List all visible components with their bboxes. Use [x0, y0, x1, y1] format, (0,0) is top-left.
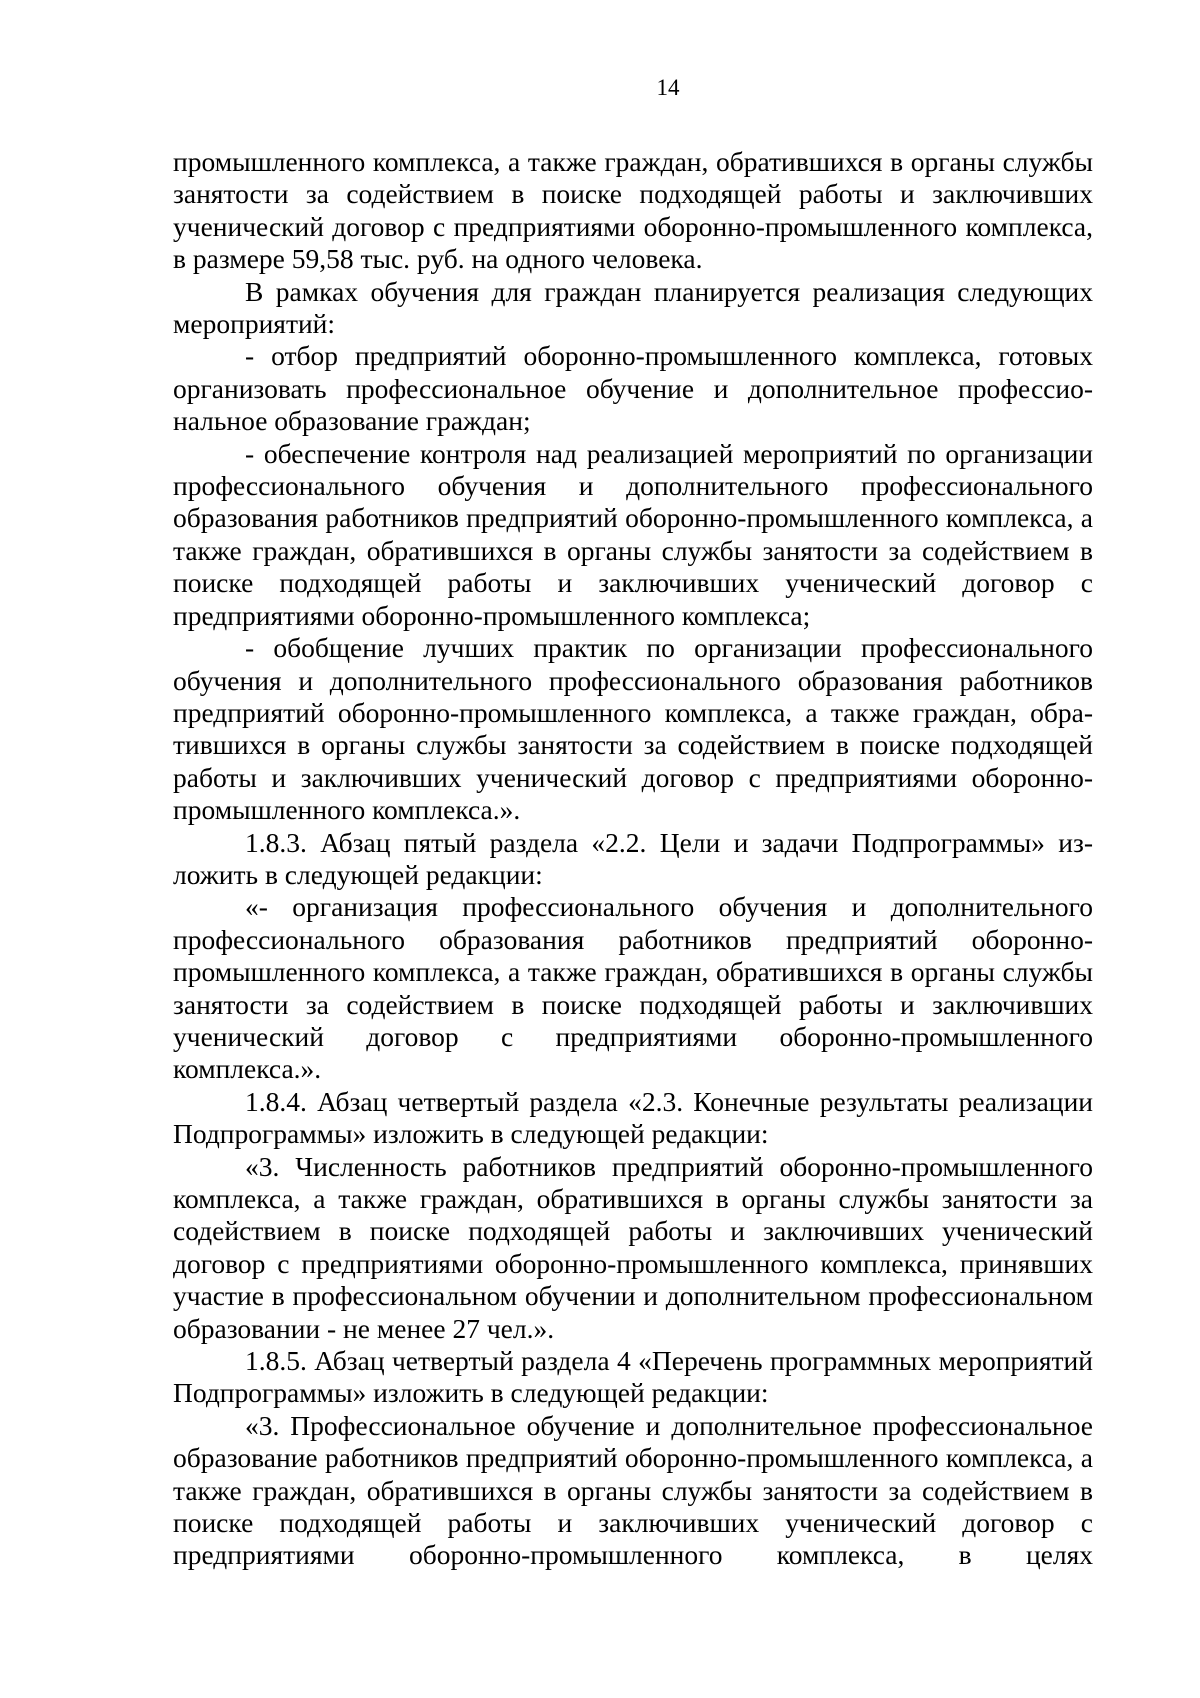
quoted-paragraph: «- организация профессионального обучения и дополнительного профессионального образования работников предприятий оборонно-промышленного комплекса, а также граждан, обратившихся в органы службы занятости за содействием в поиске подходящей работы и заключивших ученический договор с предприятиями оборонно-промышленного комплекса.». — [173, 891, 1093, 1085]
paragraph: В рамках обучения для граждан планируется реализация следующих мероприятий: — [173, 275, 1093, 340]
page-number: 14 — [656, 75, 680, 100]
document-body — [173, 146, 1093, 1572]
paragraph: 1.8.5. Абзац четвертый раздела 4 «Перечень программных мероприятий Подпрограммы» изложить в следующей редакции: — [173, 1345, 1093, 1409]
paragraph: 1.8.3. Абзац пятый раздела «2.2. Цели и задачи Подпрограммы» изложить в следующей редакции: — [173, 826, 1093, 890]
list-item: - обобщение лучших практик по организации профессионального обучения и дополнительного профессионального образования работников предприятий оборонно-промышленного комплекса, а также граждан, обратившихся в органы службы занятости за содействием в поиске подходящей работы и заключивших ученический договор с предприятиями оборонно-промышленного комплекса.». — [173, 632, 1093, 826]
quoted-paragraph: «3. Численность работников предприятий оборонно-промышленного комплекса, а также граждан, обратившихся в органы службы занятости за содействием в поиске подходящей работы и заключивших ученический договор с предприятиями оборонно-промышленного комплекса, принявших участие в профессиональном обучении и дополнительном профессиональном образовании - не менее 27 чел.». — [173, 1150, 1093, 1344]
paragraph: 1.8.4. Абзац четвертый раздела «2.3. Конечные результаты реализации Подпрограммы» изложить в следующей редакции: — [173, 1085, 1093, 1150]
quoted-paragraph: «3. Профессиональное обучение и дополнительное профессиональное образование работников предприятий оборонно-промышленного комплекса, а также граждан, обратившихся в органы службы занятости за содействием в поиске подходящей работы и заключивших ученический договор с предприятиями оборонно-промышленного комплекса, в целях — [173, 1409, 1093, 1571]
paragraph: промышленного комплекса, а также граждан, обратившихся в органы службы занятости за содействием в поиске подходящей работы и заключивших ученический договор с предприятиями оборонно-промышленного комплекса, в размере 59,58 тыс. руб. на одного человека. — [173, 146, 1093, 275]
list-item: - отбор предприятий оборонно-промышленного комплекса, готовых организовать профессиональное обучение и дополнительное профессиональное образование граждан; — [173, 340, 1093, 437]
list-item: - обеспечение контроля над реализацией мероприятий по организации профессионального обучения и дополнительного профессионального образования работников предприятий оборонно-промышленного комплекса, а также граждан, обратившихся в органы службы занятости за содействием в поиске подходящей работы и заключивших ученический договор с предприятиями оборонно-промышленного комплекса; — [173, 437, 1093, 631]
